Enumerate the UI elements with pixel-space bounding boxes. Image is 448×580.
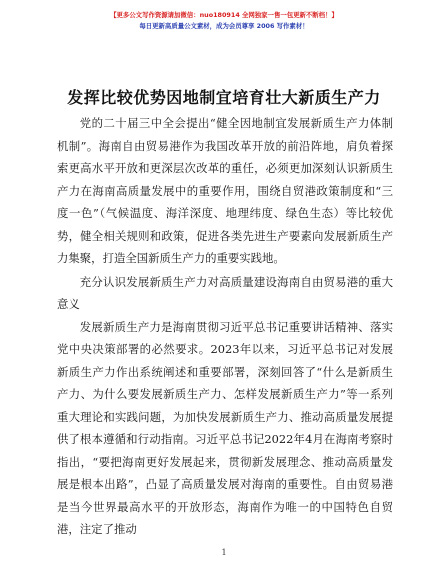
promo-line-2: 每日更新高质量公文素材，成为会员尊享 2006 写作素材！ [139,22,309,30]
promo-banner [0,10,448,31]
document-body [57,112,393,541]
page-number: 1 [221,548,227,557]
section-heading: 充分认识发展新质生产力对高质量建设海南自由贸易港的重大意义 [57,274,393,311]
document-title: 发挥比较优势因地制宜培育壮大新质生产力 [67,88,381,107]
promo-line-1: 【更多公文写作资源请加微信：nuo180914 全网独家一售一包更新不断档！】 [110,11,338,19]
paragraph-body: 发展新质生产力是海南贯彻习近平总书记重要讲话精神、落实党中央决策部署的必然要求。2023年以来，习近平总书记对发展新质生产力作出系统阐述和重要部署，深刻回答了“什么是新质生产力、为什么要发展新质生产力、怎样发展新质生产力”等一系列重大理论和实践问题，为加快发展新质生产力、推动高质量发展提供了根本遵循和行动指南。习近平总书记2022年4月在海南考察时指出，“要把海南更好发展起来，贯彻新发展理念、推动高质量发展是根本出路”，凸显了高质量发展对海南的重要性。自由贸易港是当今世界最高水平的开放形态，海南作为唯一的中国特色自贸港，注定了推动 [57,319,393,536]
paragraph-intro: 党的二十届三中全会提出“健全因地制宜发展新质生产力体制机制”。海南自由贸易港作为我国改革开放的前沿阵地，肩负着探索更高水平开放和更深层次改革的重任，必须更加深刻认识新质生产力在海南高质量发展中的重要作用，围绕自贸港政策制度和“三度一色”（气候温度、海洋深度、地理纬度、绿色生态）等比较优势，健全相关规则和政策，促进各类先进生产要素向发展新质生产力集聚，打造全国新质生产力的重要实践地。 [57,116,393,265]
